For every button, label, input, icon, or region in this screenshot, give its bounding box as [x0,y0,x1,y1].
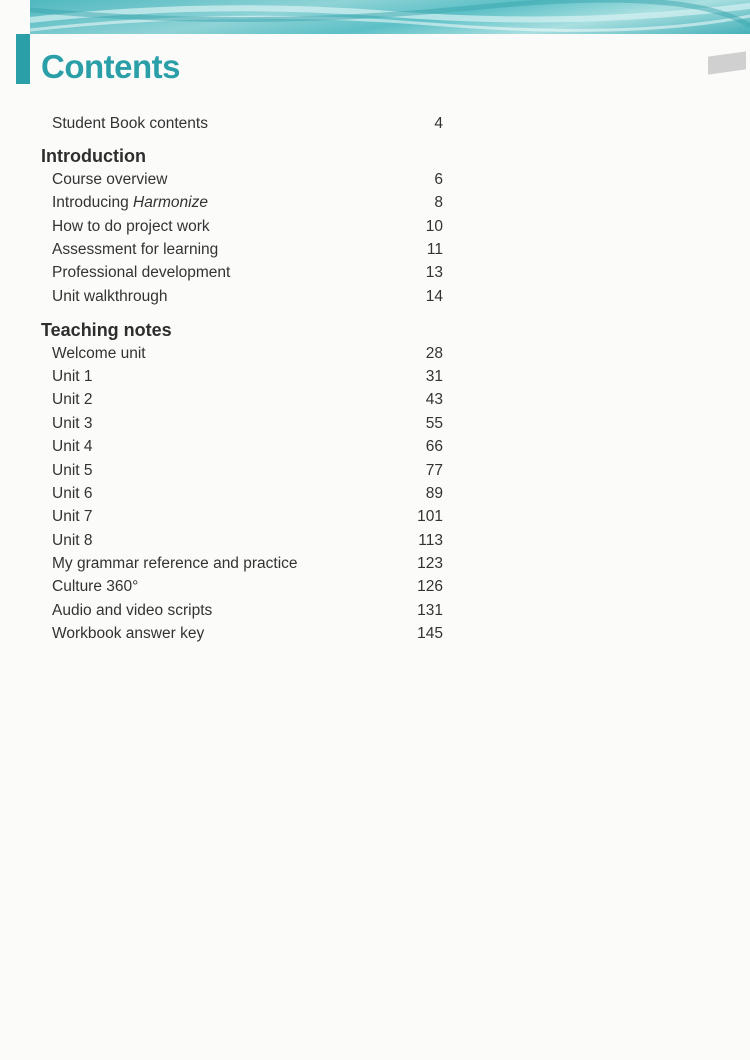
section-heading: Introduction [41,146,146,166]
toc-entry-page: 101 [417,508,443,525]
toc-entry-welcome-unit[interactable] [0,343,460,365]
toc-entry-page: 14 [425,288,443,305]
toc-entry-label: My grammar reference and practice [52,555,298,572]
toc-entry-audio-video-scripts[interactable] [0,600,460,622]
toc-entry-project-work[interactable] [0,216,460,238]
toc-entry-label: Unit 2 [52,391,93,408]
toc-entry-page: 31 [425,368,443,385]
page-title: Contents [41,48,180,85]
toc-entry-unit-walkthrough[interactable] [0,286,460,308]
toc-entry-unit-6[interactable] [0,483,460,505]
toc-entry-label: Culture 360° [52,578,139,595]
toc-entry-label: Unit 3 [52,415,93,432]
toc-entry-introducing-harmonize[interactable] [0,192,460,214]
toc-entry-page: 66 [425,438,443,455]
decorative-swirl [30,0,750,34]
title-accent-bar [16,34,30,84]
toc-entry-page: 131 [417,602,443,619]
section-teaching-notes [0,318,460,340]
toc-entry-unit-3[interactable] [0,413,460,435]
toc-entry-label: Audio and video scripts [52,602,213,619]
toc-entry-page: 11 [426,241,443,258]
toc-entry-workbook-answer-key[interactable] [0,623,460,645]
toc-entry-unit-7[interactable] [0,506,460,528]
toc-entry-page: 4 [434,115,443,132]
toc-entry-label: Course overview [52,171,168,188]
toc-entry-assessment[interactable] [0,239,460,261]
toc-entry-page: 13 [425,264,443,281]
toc-entry-label: Professional development [52,264,231,281]
toc-entry-unit-4[interactable] [0,436,460,458]
toc-entry-professional-development[interactable] [0,262,460,284]
toc-entry-label: Unit 6 [52,485,93,502]
toc-entry-page: 6 [434,171,443,188]
toc-entry-label: Assessment for learning [52,241,219,258]
toc-entry-course-overview[interactable] [0,169,460,191]
toc-entry-grammar-reference[interactable] [0,553,460,575]
toc-entry-label [52,192,208,214]
toc-entry-page: 126 [417,578,443,595]
toc-entry-label: Welcome unit [52,345,146,362]
toc-entry-label: Unit 5 [52,462,93,479]
toc-entry-label-prefix: Introducing [52,194,133,211]
toc-entry-page: 123 [417,555,443,572]
toc-entry-label: Unit 8 [52,532,93,549]
toc-entry-label: Workbook answer key [52,625,205,642]
toc-entry-label: Unit 4 [52,438,93,455]
header-banner [30,0,750,34]
toc-entry-page: 77 [425,462,443,479]
toc-entry-label: Unit 7 [52,508,93,525]
toc-entry-page: 145 [417,625,443,642]
toc-entry-page: 55 [425,415,443,432]
page-corner-mark [708,51,746,74]
toc-entry-page: 43 [425,391,443,408]
toc-entry-page: 10 [425,218,443,235]
toc-entry-unit-8[interactable] [0,530,460,552]
toc-entry-page: 28 [425,345,443,362]
toc-entry-label: Unit 1 [52,368,93,385]
toc-entry-student-book-contents[interactable] [0,113,460,135]
toc-entry-label: Unit walkthrough [52,288,168,305]
toc-entry-unit-2[interactable] [0,389,460,411]
toc-entry-label: How to do project work [52,218,210,235]
toc-entry-unit-1[interactable] [0,366,460,388]
toc-entry-culture-360[interactable] [0,576,460,598]
toc-entry-page: 89 [425,485,443,502]
toc-entry-page: 113 [418,532,443,549]
toc-entry-label: Student Book contents [52,115,208,132]
section-introduction [0,144,460,166]
section-heading: Teaching notes [41,320,172,340]
toc-entry-label-italic: Harmonize [133,194,208,211]
toc-entry-unit-5[interactable] [0,460,460,482]
toc-entry-page: 8 [434,194,443,211]
